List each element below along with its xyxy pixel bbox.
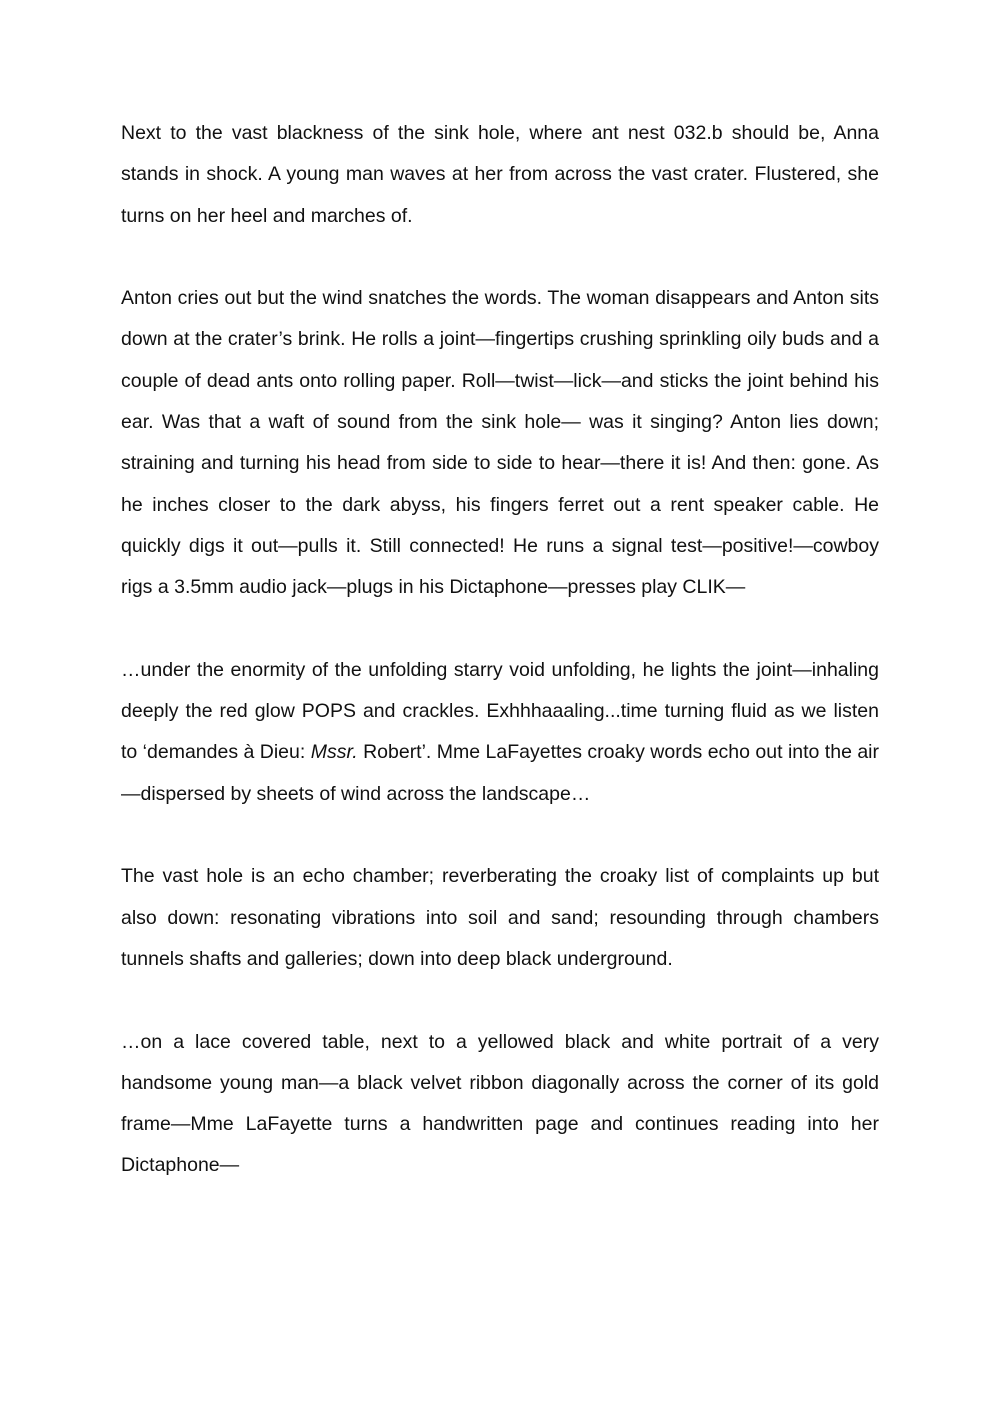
paragraph-starry-void-italic: Mssr. — [310, 741, 358, 764]
paragraph-starry-void — [121, 650, 879, 815]
paragraph-sink-hole: Next to the vast blackness of the sink hole, where ant nest 032.b should be, Anna stands in shock. A young man waves at her from across the vast crater. Flustered, she turns on her heel and marches of. — [121, 122, 879, 227]
document-body — [121, 113, 879, 1187]
paragraph-starry-void-text-a: …under the enormity of the unfolding starry void unfolding, he lights the joint—inhaling deeply the red glow POPS and crackles. Exhhhaaaling...time turning fluid as we listen to ‘demandes à Dieu: — [121, 658, 879, 764]
paragraph-anton: Anton cries out but the wind snatches the words. The woman disappears and Anton sits down at the crater’s brink. He rolls a joint—fingertips crushing sprinkling oily buds and a couple of dead ants onto rolling paper. Roll—twist—lick—and sticks the joint behind his ear. Was that a waft of sound from the sink hole— was it singing? Anton lies down; straining and turning his head from side to side to hear—there it is! And then: gone. As he inches closer to the dark abyss, his fingers ferret out a rent speaker cable. He quickly digs it out—pulls it. Still connected! He runs a signal test—positive!—cowboy rigs a 3.5mm audio jack—plugs in his Dictaphone—presses play CLIK— — [121, 287, 879, 599]
paragraph-echo-chamber: The vast hole is an echo chamber; reverberating the croaky list of complaints up but also down: resonating vibrations into soil and sand; resounding through chambers tunnels shafts and galleries; down into deep black underground. — [121, 865, 879, 970]
paragraph-lace-table: …on a lace covered table, next to a yellowed black and white portrait of a very handsome young man—a black velvet ribbon diagonally across the corner of its gold frame—Mme LaFayette turns a handwritten page and continues reading into her Dictaphone— — [121, 1030, 879, 1177]
paragraph-starry-void-text-b: Robert’. Mme LaFayettes croaky words echo out into the air—dispersed by sheets of wind across the landscape… — [121, 741, 879, 805]
